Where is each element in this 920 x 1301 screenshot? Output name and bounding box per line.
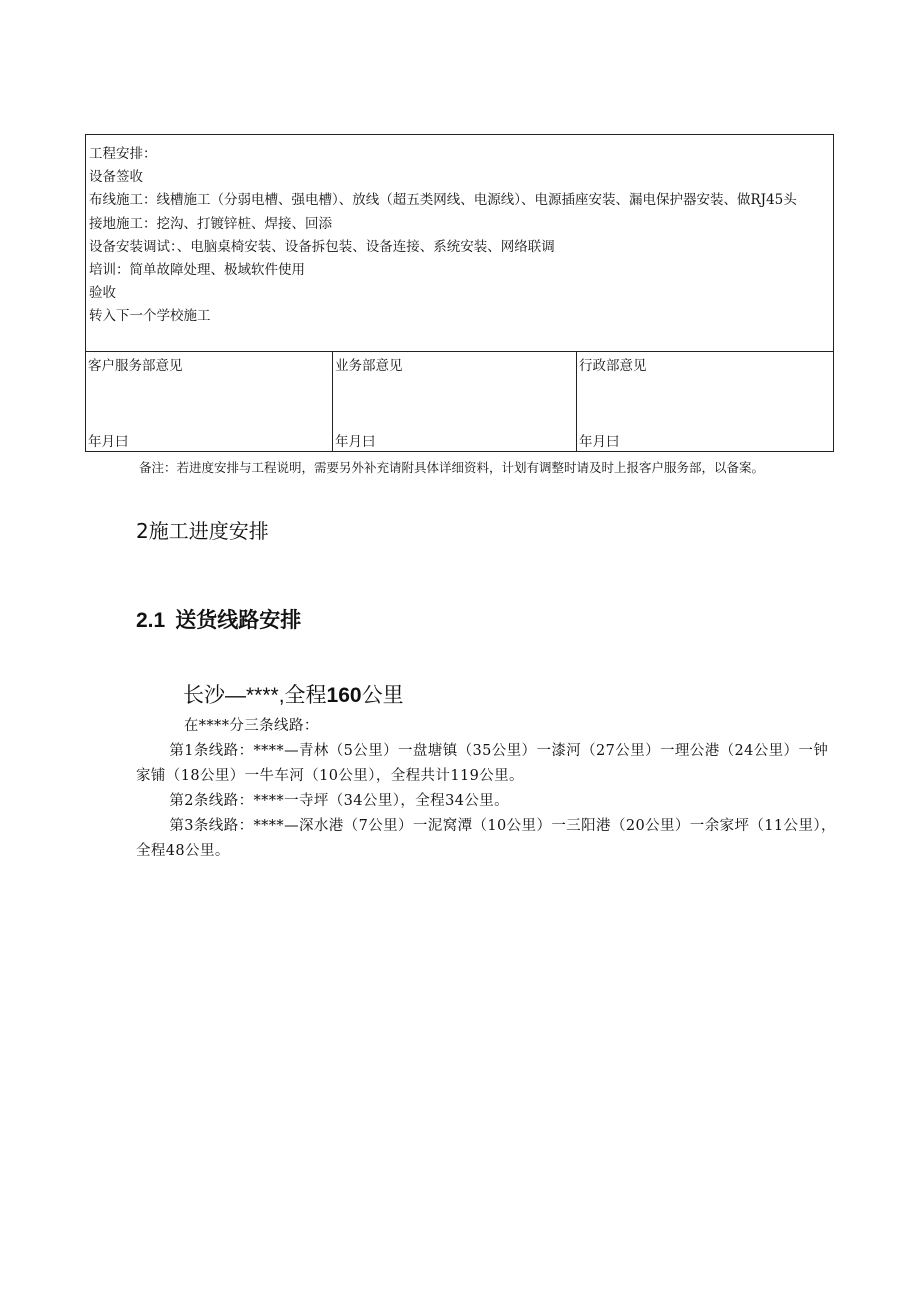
opinions-row bbox=[86, 352, 833, 451]
route-prefix: 长沙—****,全程 bbox=[183, 684, 327, 707]
subsection-title bbox=[136, 604, 301, 634]
route-heading bbox=[183, 679, 404, 709]
route-paragraph: 第1条线路：****—青林（5公里）一盘塘镇（35公里）一漆河（27公里）一理公港（24公里）一钟家铺（18公里）一牛车河（10公里），全程共计119公里。 bbox=[136, 743, 829, 784]
route-distance: 160 bbox=[326, 684, 362, 707]
opinion-date: 年月曰 bbox=[335, 434, 376, 450]
opinion-label: 行政部意见 bbox=[579, 358, 647, 374]
route-unit: 公里 bbox=[361, 684, 404, 707]
opinion-date: 年月曰 bbox=[88, 434, 129, 450]
opinion-date: 年月曰 bbox=[579, 434, 620, 450]
route-paragraph: 第2条线路：****一寺坪（34公里），全程34公里。 bbox=[169, 793, 510, 809]
plan-line: 设备签收 bbox=[89, 169, 143, 186]
plan-line: 验收 bbox=[89, 285, 116, 302]
customer-service-opinion-cell bbox=[86, 352, 332, 451]
business-opinion-cell bbox=[332, 352, 576, 451]
route-paragraph: 第3条线路：****—深水港（7公里）一泥窝潭（10公里）一三阳港（20公里）一余家坪（11公里），全程48公里。 bbox=[136, 818, 836, 859]
remark-note: 备注：若进度安排与工程说明，需要另外补充请附具体详细资料，计划有调整时请及时上报客户服务部，以备案。 bbox=[139, 460, 765, 475]
route-body bbox=[136, 714, 836, 864]
subsection-number: 2.1 bbox=[136, 609, 166, 632]
plan-cell bbox=[86, 135, 833, 352]
plan-line: 接地施工：挖沟、打镀锌桩、焊接、回添 bbox=[89, 215, 332, 232]
opinion-label: 客户服务部意见 bbox=[88, 358, 183, 374]
admin-opinion-cell bbox=[576, 352, 833, 451]
opinion-label: 业务部意见 bbox=[335, 358, 403, 374]
project-schedule-table bbox=[85, 134, 834, 452]
plan-line: 布线施工：线槽施工（分弱电槽、强电槽）、放线（超五类网线、电源线）、电源插座安装、漏电保护器安装、做RJ45头 bbox=[89, 192, 797, 209]
section-title: 2施工进度安排 bbox=[136, 519, 269, 543]
plan-line: 工程安排： bbox=[89, 146, 157, 162]
route-paragraph: 在****分三条线路： bbox=[183, 718, 319, 734]
subsection-text: 送货线路安排 bbox=[175, 609, 302, 632]
plan-line: 转入下一个学校施工 bbox=[89, 308, 211, 325]
plan-line: 培训：简单故障处理、极域软件使用 bbox=[89, 262, 305, 279]
plan-line: 设备安装调试：、电脑桌椅安装、设备拆包装、设备连接、系统安装、网络联调 bbox=[89, 238, 555, 255]
